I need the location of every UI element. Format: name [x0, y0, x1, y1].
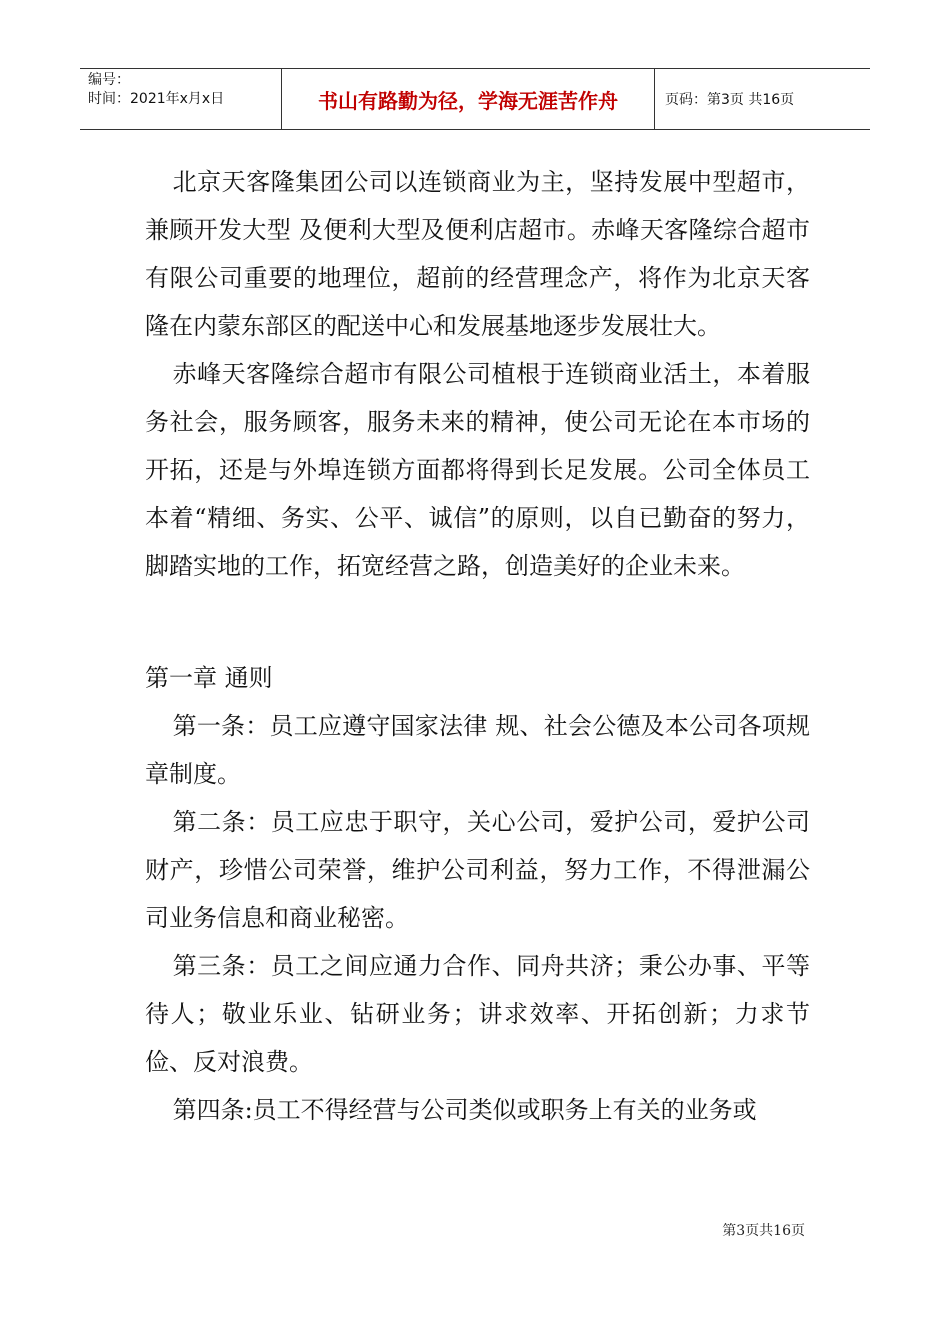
time-label: 时间：2021年x月x日 — [88, 91, 225, 107]
article-paragraph: 第四条:员工不得经营与公司类似或职务上有关的业务或 — [172, 1096, 757, 1124]
article-paragraph: 第一条：员工应遵守国家法律 规、社会公德及本公司各项规章制度。 — [145, 712, 810, 788]
document-body — [145, 158, 810, 1134]
article-paragraph: 第三条：员工之间应通力合作、同舟共济；秉公办事、平等待人；敬业乐业、钻研业务；讲求效率、开拓创新；力求节俭、反对浪费。 — [145, 952, 810, 1076]
page-footer: 第3页共16页 — [722, 1223, 805, 1239]
intro-paragraph: 赤峰天客隆综合超市有限公司植根于连锁商业活土，本着服务社会，服务顾客，服务未来的精神，使公司无论在本市场的开拓，还是与外埠连锁方面都将得到长足发展。公司全体员工本着“精细、务实、公平、诚信”的原则，以自已勤奋的努力，脚踏实地的工作，拓宽经营之路，创造美好的企业未来。 — [145, 360, 810, 580]
intro-paragraph: 北京天客隆集团公司以连锁商业为主，坚持发展中型超市，兼顾开发大型 及便利大型及便利店超市。赤峰天客隆综合超市有限公司重要的地理位，超前的经营理念产，将作为北京天客隆在内蒙东部区的配送中心和发展基地逐步发展壮大。 — [145, 168, 810, 340]
article-paragraph: 第二条：员工应忠于职守，关心公司，爱护公司，爱护公司财产，珍惜公司荣誉，维护公司利益，努力工作，不得泄漏公司业务信息和商业秘密。 — [145, 808, 810, 932]
header-meta — [80, 69, 282, 129]
number-label: 编号： — [88, 72, 130, 88]
chapter-title: 第一章 通则 — [145, 664, 273, 692]
page-header — [80, 68, 870, 130]
header-page-info: 页码：第3页 共16页 — [665, 92, 795, 108]
header-motto: 书山有路勤为径，学海无涯苦作舟 — [282, 69, 655, 129]
